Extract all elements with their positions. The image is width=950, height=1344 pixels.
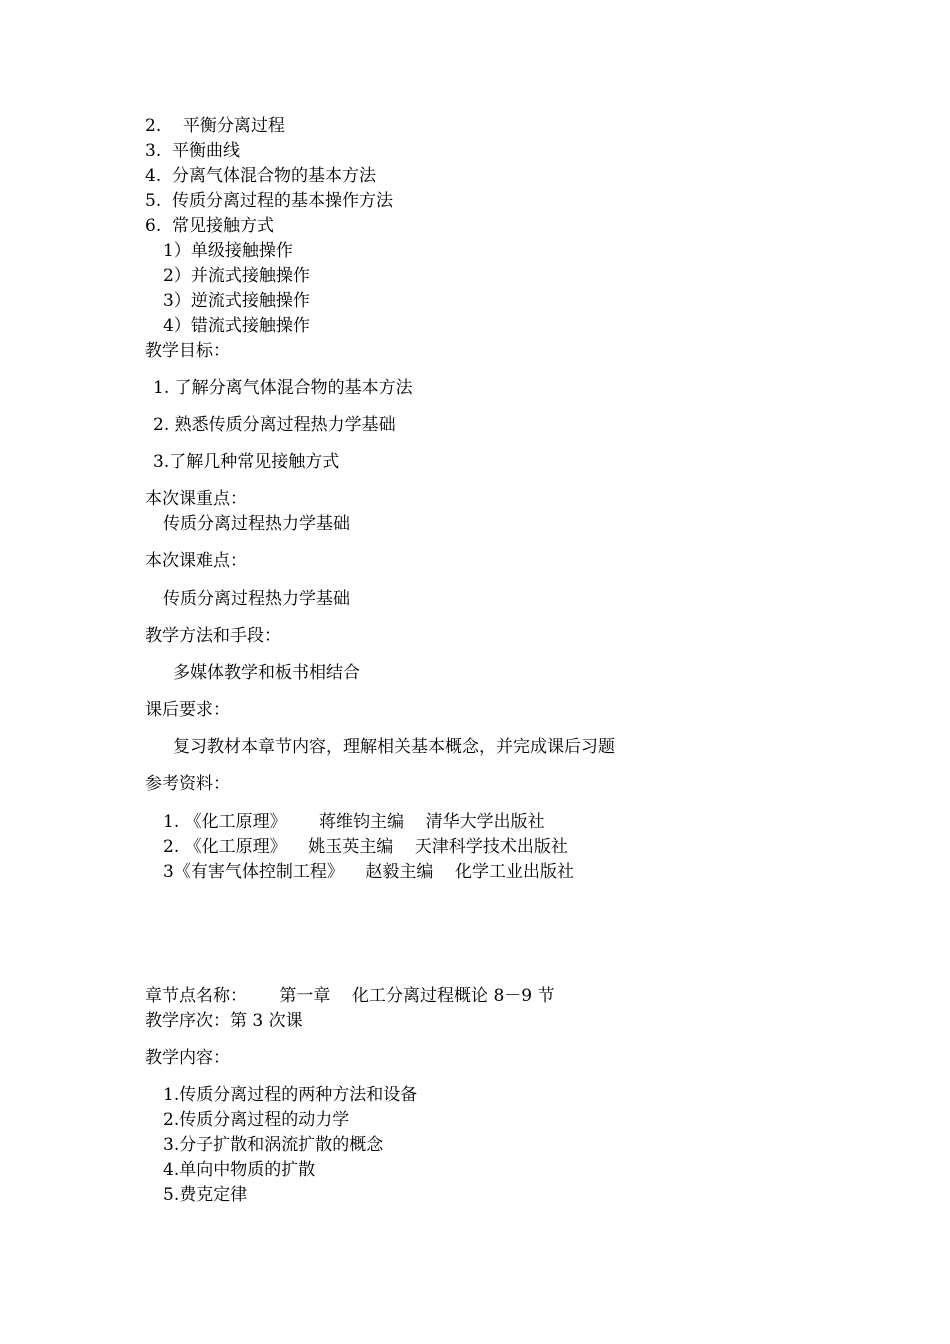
list-item: 3. 平衡曲线	[145, 141, 241, 161]
content-item: 3.分子扩散和涡流扩散的概念	[163, 1135, 384, 1155]
list-item: 6. 常见接触方式	[145, 216, 275, 236]
list-item: 4. 分离气体混合物的基本方法	[145, 166, 377, 186]
teaching-sequence: 教学序次：第 3 次课	[145, 1011, 303, 1031]
difficulty-text: 传质分离过程热力学基础	[163, 589, 350, 609]
reference-item: 1. 《化工原理》 蒋维钧主编 清华大学出版社	[163, 812, 545, 832]
section-heading-references: 参考资料：	[145, 774, 230, 794]
content-item: 5.费克定律	[163, 1185, 248, 1205]
reference-item: 2. 《化工原理》 姚玉英主编 天津科学技术出版社	[163, 837, 568, 857]
sub-list-item: 1）单级接触操作	[163, 241, 293, 261]
chapter-name: 章节点名称： 第一章 化工分离过程概论 8－9 节	[145, 986, 555, 1006]
goal-item: 2. 熟悉传质分离过程热力学基础	[153, 415, 396, 435]
content-item: 1.传质分离过程的两种方法和设备	[163, 1085, 418, 1105]
sub-list-item: 4）错流式接触操作	[163, 316, 310, 336]
goal-item: 1. 了解分离气体混合物的基本方法	[153, 378, 413, 398]
after-class-text: 复习教材本章节内容，理解相关基本概念，并完成课后习题	[173, 737, 615, 757]
section-heading-after-class: 课后要求：	[145, 700, 230, 720]
section-heading-key-point: 本次课重点：	[145, 489, 247, 509]
key-point-text: 传质分离过程热力学基础	[163, 514, 350, 534]
section-heading-goals: 教学目标：	[145, 341, 230, 361]
method-text: 多媒体教学和板书相结合	[173, 663, 360, 683]
content-item: 4.单向中物质的扩散	[163, 1160, 316, 1180]
list-item: 5. 传质分离过程的基本操作方法	[145, 191, 394, 211]
section-heading-method: 教学方法和手段：	[145, 626, 281, 646]
section-heading-content: 教学内容：	[145, 1048, 230, 1068]
reference-item: 3《有害气体控制工程》 赵毅主编 化学工业出版社	[163, 862, 575, 882]
content-item: 2.传质分离过程的动力学	[163, 1110, 350, 1130]
list-item: 2. 平衡分离过程	[145, 116, 285, 136]
section-heading-difficulty: 本次课难点：	[145, 551, 247, 571]
sub-list-item: 2）并流式接触操作	[163, 266, 310, 286]
sub-list-item: 3）逆流式接触操作	[163, 291, 310, 311]
goal-item: 3.了解几种常见接触方式	[153, 452, 340, 472]
